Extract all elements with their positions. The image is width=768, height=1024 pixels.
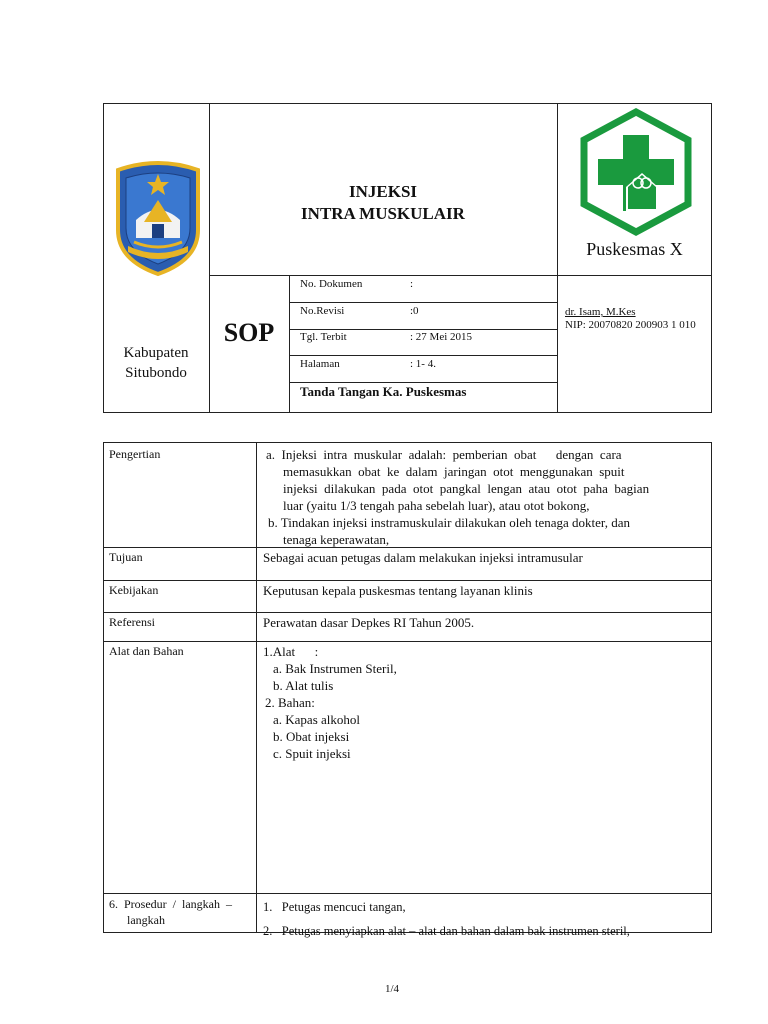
row-label-prosedur: 6. Prosedur / langkah – langkah bbox=[109, 897, 232, 927]
row-label-referensi: Referensi bbox=[109, 615, 155, 629]
title-line-2: INTRA MUSKULAIR bbox=[301, 204, 465, 223]
row-label-pengertian: Pengertian bbox=[109, 447, 161, 461]
doc-row-revision: No.Revisi bbox=[300, 305, 345, 317]
document-title bbox=[209, 181, 557, 225]
doc-row-pages: Halaman bbox=[300, 358, 340, 370]
sop-label: SOP bbox=[223, 318, 275, 347]
signer-name: dr. Isam, M.Kes bbox=[565, 306, 636, 318]
puskesmas-logo bbox=[576, 107, 696, 237]
doc-row-number: No. Dokumen bbox=[300, 278, 363, 290]
alat-bahan-content: 1.Alat : a. Bak Instrumen Steril, b. Alat tulis 2. Bahan: a. Kapas alkohol b. Obat injeksi c. Spuit injeksi bbox=[263, 644, 397, 761]
kebijakan-content: Keputusan kepala puskesmas tentang layanan klinis bbox=[263, 583, 533, 598]
signer-nip: NIP: 20070820 200903 1 010 bbox=[565, 319, 696, 331]
org-name: Puskesmas X bbox=[586, 239, 683, 259]
tujuan-content: Sebagai acuan petugas dalam melakukan injeksi intramusular bbox=[263, 550, 583, 565]
step-2: 2. Petugas menyiapkan alat – alat dan bahan dalam bak instrumen steril, bbox=[263, 924, 630, 938]
doc-row-date: Tgl. Terbit bbox=[300, 331, 347, 343]
signature-label: Tanda Tangan Ka. Puskesmas bbox=[300, 384, 467, 399]
prosedur-content bbox=[263, 895, 630, 943]
row-label-alat-bahan: Alat dan Bahan bbox=[109, 644, 184, 658]
step-1: 1. Petugas mencuci tangan, bbox=[263, 900, 406, 914]
row-label-tujuan: Tujuan bbox=[109, 550, 143, 564]
pages-value: : 1- 4. bbox=[410, 358, 436, 370]
date-value: : 27 Mei 2015 bbox=[410, 331, 473, 343]
revision-value: :0 bbox=[410, 305, 419, 317]
page-number: 1/4 bbox=[384, 983, 400, 995]
regency-name: Kabupaten Situbondo bbox=[123, 345, 189, 381]
regency-emblem bbox=[112, 160, 204, 278]
row-label-kebijakan: Kebijakan bbox=[109, 583, 159, 597]
referensi-content: Perawatan dasar Depkes RI Tahun 2005. bbox=[263, 615, 475, 630]
doc-number-value: : bbox=[410, 278, 414, 290]
pengertian-content: a. Injeksi intra muskular adalah: pemberian obat dengan cara memasukkan obat ke dalam jaringan otot menggunakan spuit injeksi dilakukan pada otot pangkal lengan atau otot paha bagian luar (yaitu 1/3 tengah paha sebelah luar), atau otot bokong, b. Tindakan injeksi instramuskulair dilakukan oleh tenaga dokter, dan tenaga keperawatan, bbox=[266, 447, 650, 547]
title-line-1: INJEKSI bbox=[348, 182, 418, 201]
